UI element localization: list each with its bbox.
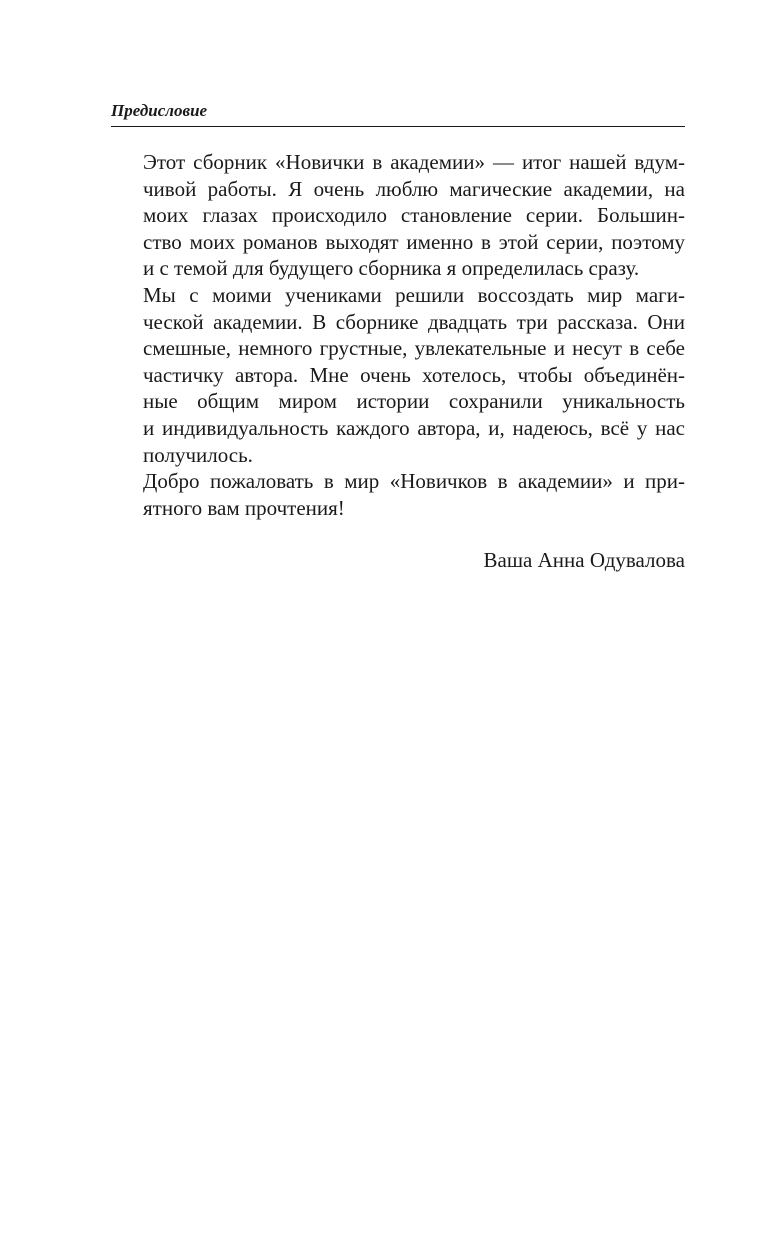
text-line: Этот сборник «Новички в академии» — итог нашей вдум- <box>143 150 685 174</box>
page <box>111 100 685 574</box>
signature: Ваша Анна Одувалова <box>483 548 685 573</box>
text-line: получилось. <box>143 442 253 467</box>
text-line: ство моих романов выходят именно в этой серии, поэтому <box>143 229 685 254</box>
paragraph-3 <box>111 468 685 521</box>
text-line: и индивидуальность каждого автора, и, надеюсь, всё у нас <box>143 415 685 440</box>
text-line: моих глазах происходило становление серии. Большин- <box>143 203 685 228</box>
paragraph-2 <box>111 282 685 468</box>
text-line: ческой академии. В сборнике двадцать три рассказа. Они <box>143 309 685 334</box>
running-head: Предисловие <box>111 100 685 127</box>
text-line: ные общим миром истории сохранили уникальность <box>143 389 685 414</box>
text-line: и с темой для будущего сборника я определилась сразу. <box>143 256 640 281</box>
text-line: чивой работы. Я очень люблю магические академии, на <box>143 176 685 201</box>
body-text <box>111 149 685 521</box>
paragraph-1 <box>111 149 685 282</box>
text-line: смешные, немного грустные, увлекательные и несут в себе <box>143 336 685 361</box>
text-line: ятного вам прочтения! <box>143 495 345 520</box>
text-line: Добро пожаловать в мир «Новичков в академии» и при- <box>143 469 685 494</box>
text-line: частичку автора. Мне очень хотелось, чтобы объединён- <box>143 362 685 387</box>
text-line: Мы с моими учениками решили воссоздать мир маги- <box>143 282 685 307</box>
